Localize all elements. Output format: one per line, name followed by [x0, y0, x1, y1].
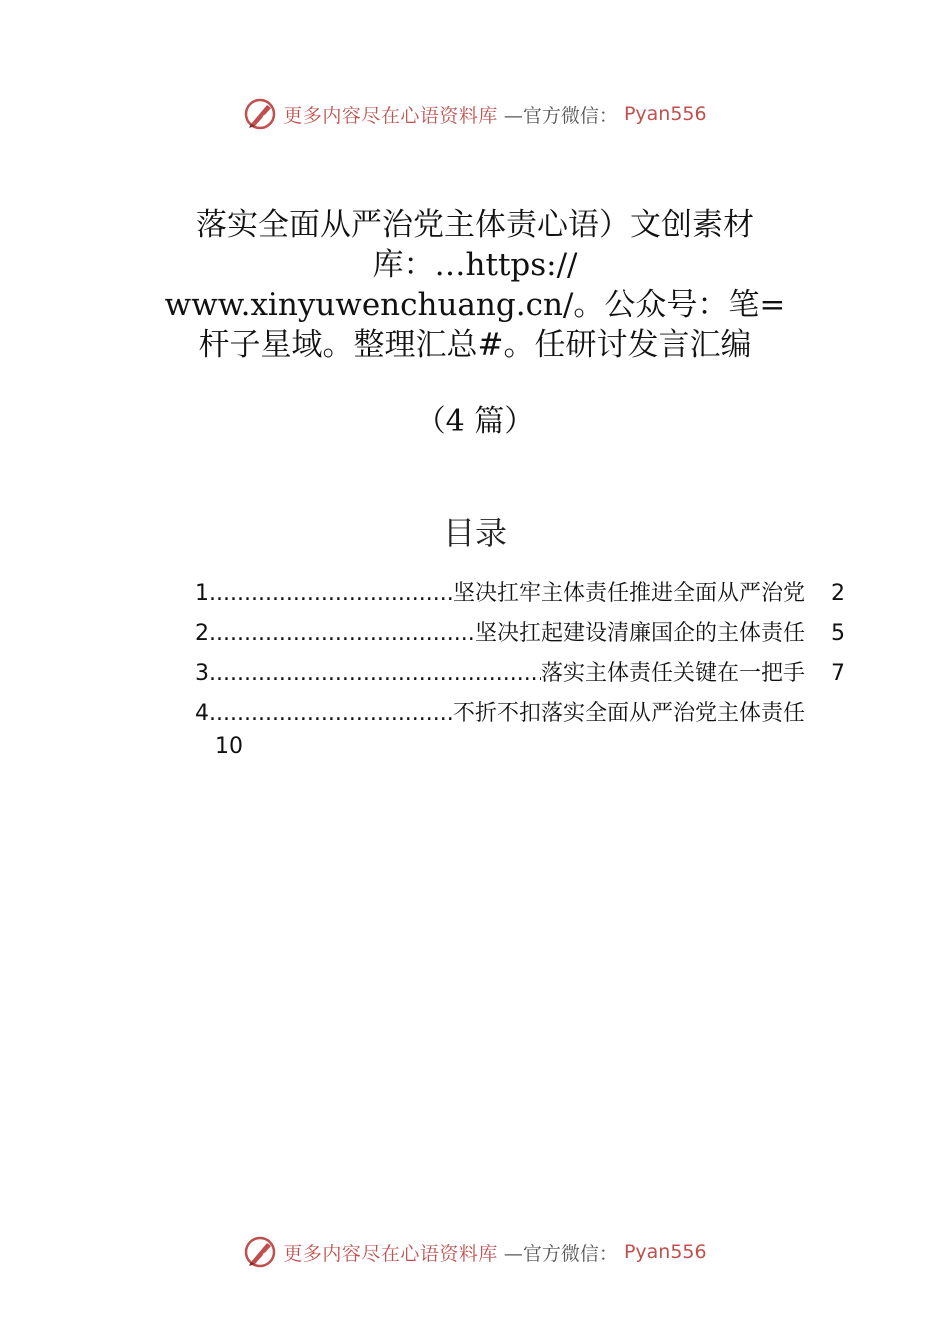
- pen-circle-logo-icon: [243, 97, 277, 131]
- banner-wechat-id: Pyan556: [623, 1241, 707, 1263]
- pen-circle-logo-icon: [243, 1235, 277, 1269]
- toc-leader-dots: [209, 614, 475, 654]
- toc-entry-title: 坚决扛起建设清廉国企的主体责任: [474, 621, 805, 646]
- title-line: 落实全面从严治党主体责心语）文创素材: [196, 207, 754, 243]
- title-line: www.xinyuwenchuang.cn/。公众号：笔=: [164, 287, 786, 323]
- toc-entry-title: 坚决扛牢主体责任推进全面从严治党: [452, 581, 805, 606]
- toc-entry-number: 3: [195, 661, 209, 686]
- banner-text: 更多内容尽在心语资料库: [283, 104, 498, 127]
- header-banner: [0, 94, 950, 134]
- table-of-contents: [195, 574, 845, 764]
- toc-entry-page: 7: [831, 661, 845, 686]
- toc-entry[interactable]: [195, 694, 845, 734]
- toc-entry-page: 5: [831, 621, 845, 646]
- toc-leader-dots: [209, 694, 453, 734]
- document-subtitle: （4 篇）: [415, 404, 535, 439]
- document-title: [150, 205, 800, 365]
- banner-separator: —官方微信：: [503, 104, 618, 127]
- banner-separator: —官方微信：: [503, 1242, 618, 1265]
- toc-entry-number: 2: [195, 621, 209, 646]
- toc-entry-title: 落实主体责任关键在一把手: [540, 661, 805, 686]
- toc-entry-title: 不折不扣落实全面从严治党主体责任: [452, 701, 805, 726]
- toc-entry[interactable]: [195, 574, 845, 614]
- title-line: 库：…https://: [372, 247, 578, 283]
- banner-text: 更多内容尽在心语资料库: [283, 1242, 498, 1265]
- footer-banner: [0, 1232, 950, 1272]
- toc-heading: 目录: [442, 514, 507, 552]
- toc-leader-dots: [209, 654, 541, 694]
- toc-entry[interactable]: [195, 614, 845, 654]
- toc-entry-page: 10: [215, 734, 243, 759]
- toc-leader-dots: [209, 574, 453, 614]
- toc-entry-page: 2: [831, 581, 845, 606]
- toc-entry-number: 1: [195, 581, 209, 606]
- toc-entry[interactable]: [195, 654, 845, 694]
- banner-wechat-id: Pyan556: [623, 103, 707, 125]
- toc-entry-number: 4: [195, 701, 209, 726]
- title-line: 杆子星域。整理汇总#。任研讨发言汇编: [198, 327, 752, 363]
